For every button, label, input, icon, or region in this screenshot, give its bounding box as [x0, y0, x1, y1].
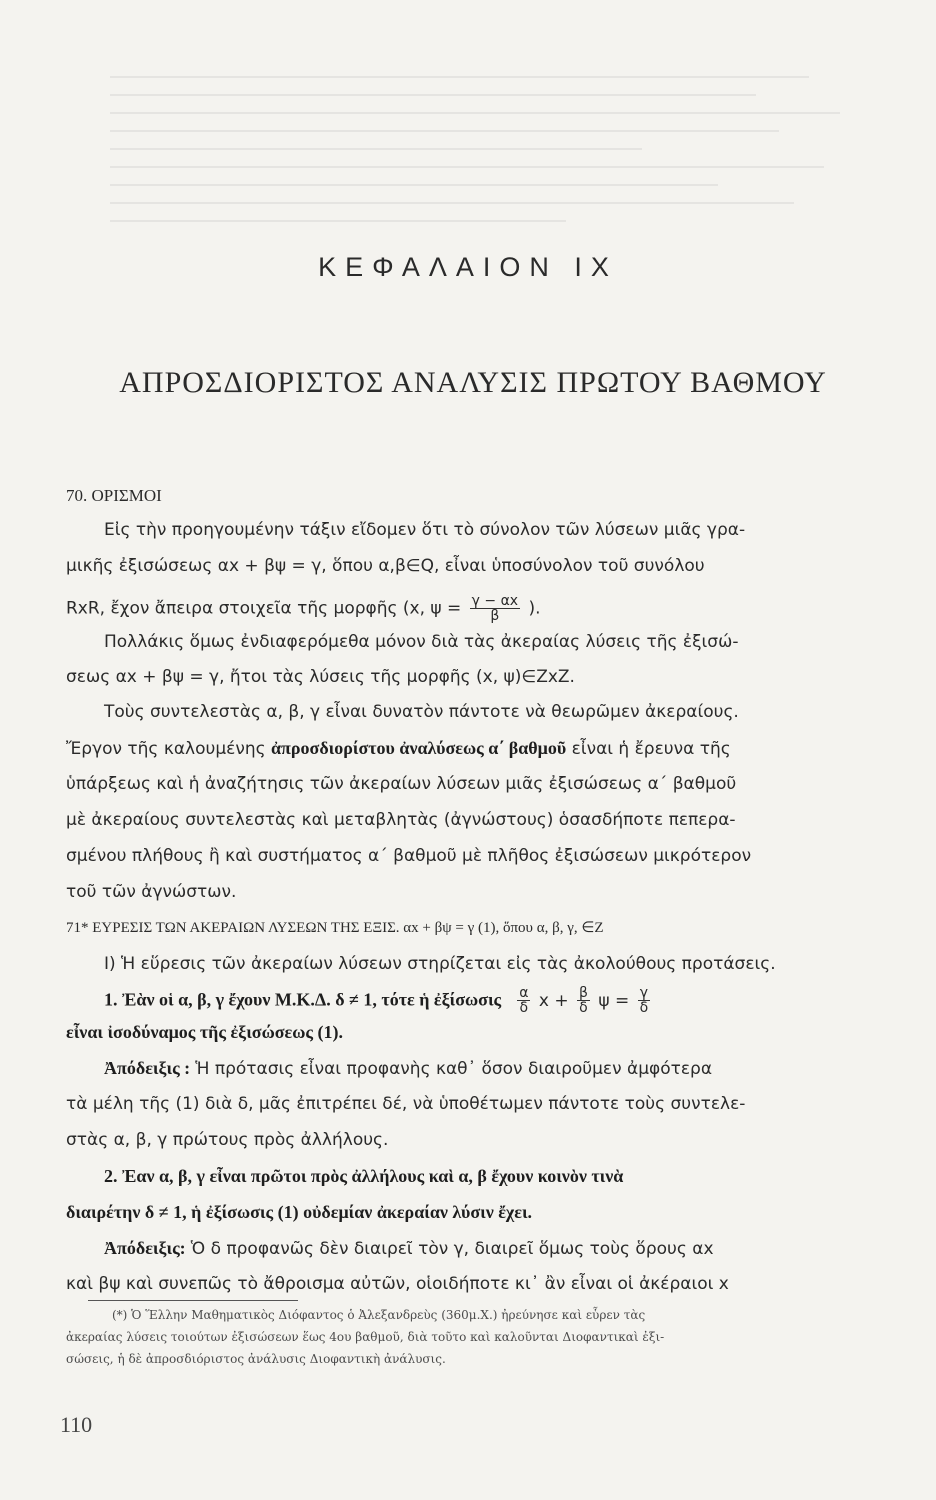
fraction	[517, 986, 530, 1015]
paragraph-line: Ι) Ἡ εὕρεσις τῶν ἀκεραίων λύσεων στηρίζεται εἰς τὰς ἀκολούθους προτάσεις.	[104, 954, 776, 974]
equation	[514, 985, 653, 1016]
proof-1	[104, 1058, 712, 1079]
fraction	[638, 986, 651, 1015]
footnote-line: (*) Ὁ Ἕλλην Μαθηματικὸς Διόφαντος ὁ Ἀλεξανδρεὺς (360μ.Χ.) ἠρεύνησε καὶ εὗρεν τὰς	[112, 1308, 646, 1322]
paragraph-line: καὶ βψ καὶ συνεπῶς τὸ ἄθροισμα αὐτῶν, οἱοιδήποτε κι᾽ ἂν εἶναι οἱ ἀκέραιοι x	[66, 1274, 729, 1294]
fraction-denominator: δ	[579, 1000, 588, 1016]
text: Ἔργον τῆς καλουμένης	[66, 739, 266, 759]
proof-text: Ἡ πρότασις εἶναι προφανὴς καθ᾽ ὅσον διαιροῦμεν ἀμφότερα	[195, 1059, 713, 1079]
paragraph-line-with-fraction	[66, 594, 541, 623]
proposition-1	[104, 986, 653, 1015]
paragraph-line: διαιρέτην δ ≠ 1, ἡ ἐξίσωσις (1) οὐδεμίαν ἀκεραίαν λύσιν ἔχει.	[66, 1202, 533, 1222]
text: ).	[528, 598, 541, 619]
paragraph-line	[66, 738, 731, 759]
bleed-through-text	[110, 60, 870, 280]
fraction-denominator: β	[490, 608, 500, 624]
proposition-2: 2. Ἐαν α, β, γ εἶναι πρῶτοι πρὸς ἀλλήλους καὶ α, β ἔχουν κοινὸν τινὰ	[104, 1166, 624, 1186]
proposition-text: 1. Ἐὰν οἱ α, β, γ ἔχουν Μ.Κ.Δ. δ ≠ 1, τότε ἡ ἐξίσωσις	[104, 989, 502, 1010]
paragraph-line: σεως αx + βψ = γ, ἤτοι τὰς λύσεις τῆς μορφῆς (x, ψ)∈ZxZ.	[66, 667, 575, 687]
footnote-line: σώσεις, ἡ δὲ ἀπροσδιόριστος ἀνάλυσις Διοφαντικὴ ἀνάλυσις.	[66, 1352, 446, 1366]
fraction-denominator: δ	[519, 1000, 529, 1016]
text: RxR, ἔχον ἄπειρα στοιχεῖα τῆς μορφῆς (x, ψ =	[66, 598, 462, 619]
fraction	[577, 986, 590, 1015]
section-71-heading: 71* ΕΥΡΕΣΙΣ ΤΩΝ ΑΚΕΡΑΙΩΝ ΛΥΣΕΩΝ ΤΗΣ ΕΞΙΣ. αx + βψ = γ (1), ὅπου α, β, γ, ∈Z	[66, 920, 604, 936]
equation-term: x +	[538, 990, 569, 1011]
chapter-heading: ΚΕΦΑΛΑΙΟΝ ΙΧ	[318, 252, 618, 282]
paragraph-line: μικῆς ἐξισώσεως αx + βψ = γ, ὅπου α,β∈Q, εἶναι ὑποσύνολον τοῦ συνόλου	[66, 556, 705, 576]
fraction-numerator: β	[578, 985, 588, 1001]
paragraph-line: μὲ ἀκεραίους συντελεστὰς καὶ μεταβλητὰς (ἀγνώστους) ὁσασδήποτε πεπερα-	[66, 810, 736, 830]
proof-text: Ὁ δ προφανῶς δὲν διαιρεῖ τὸν γ, διαιρεῖ ὅμως τοὺς ὅρους αx	[190, 1239, 714, 1259]
emphasized-term: ἀπροσδιορίστου ἀναλύσεως α΄ βαθμοῦ	[271, 738, 567, 758]
paragraph-line: ὑπάρξεως καὶ ἡ ἀναζήτησις τῶν ἀκεραίων λύσεων μιᾶς ἐξισώσεως α΄ βαθμοῦ	[66, 774, 737, 794]
proof-label: Ἀπόδειξις:	[104, 1238, 186, 1258]
paragraph-line: Τοὺς συντελεστὰς α, β, γ εἶναι δυνατὸν πάντοτε νὰ θεωρῶμεν ἀκεραίους.	[104, 702, 739, 722]
proof-2	[104, 1238, 714, 1259]
paragraph-line: Εἰς τὴν προηγουμένην τάξιν εἴδομεν ὅτι τὸ σύνολον τῶν λύσεων μιᾶς γρα-	[104, 520, 746, 540]
section-70-heading: 70. ΟΡΙΣΜΟΙ	[66, 486, 162, 505]
chapter-title: ΑΠΡΟΣΔΙΟΡΙΣΤΟΣ ΑΝΑΛΥΣΙΣ ΠΡΩΤΟΥ ΒΑΘΜΟΥ	[119, 366, 827, 399]
paragraph-line: τοῦ τῶν ἀγνώστων.	[66, 882, 237, 902]
paragraph-line: εἶναι ἰσοδύναμος τῆς ἐξισώσεως (1).	[66, 1022, 343, 1042]
paragraph-line: τὰ μέλη τῆς (1) διὰ δ, μᾶς ἐπιτρέπει δέ, νὰ ὑποθέτωμεν πάντοτε τοὺς συντελε-	[66, 1094, 746, 1114]
equation-term: ψ =	[598, 990, 630, 1011]
paragraph-line: στὰς α, β, γ πρώτους πρὸς ἀλλήλους.	[66, 1130, 389, 1150]
proof-label: Ἀπόδειξις :	[104, 1058, 191, 1078]
paragraph-line: σμένου πλήθους ἢ καὶ συστήματος α΄ βαθμοῦ μὲ πλῆθος ἐξισώσεων μικρότερον	[66, 846, 752, 866]
page-number: 110	[60, 1412, 93, 1437]
paragraph-line: Πολλάκις ὅμως ἐνδιαφερόμεθα μόνον διὰ τὰς ἀκεραίας λύσεις τῆς ἐξισώ-	[104, 632, 739, 652]
fraction-numerator: γ	[638, 986, 651, 1001]
fraction-numerator: α	[519, 985, 529, 1001]
fraction	[470, 594, 520, 623]
fraction-denominator: δ	[639, 1000, 649, 1016]
fraction-numerator: γ − αx	[471, 593, 519, 609]
text: εἶναι ἡ ἔρευνα τῆς	[571, 739, 731, 759]
footnote-divider	[88, 1300, 298, 1301]
footnote-line: ἀκεραίας λύσεις τοιούτων ἐξισώσεων ἕως 4ου βαθμοῦ, διὰ τοῦτο καὶ καλοῦνται Διοφαντικαὶ ἐξι-	[66, 1330, 665, 1344]
